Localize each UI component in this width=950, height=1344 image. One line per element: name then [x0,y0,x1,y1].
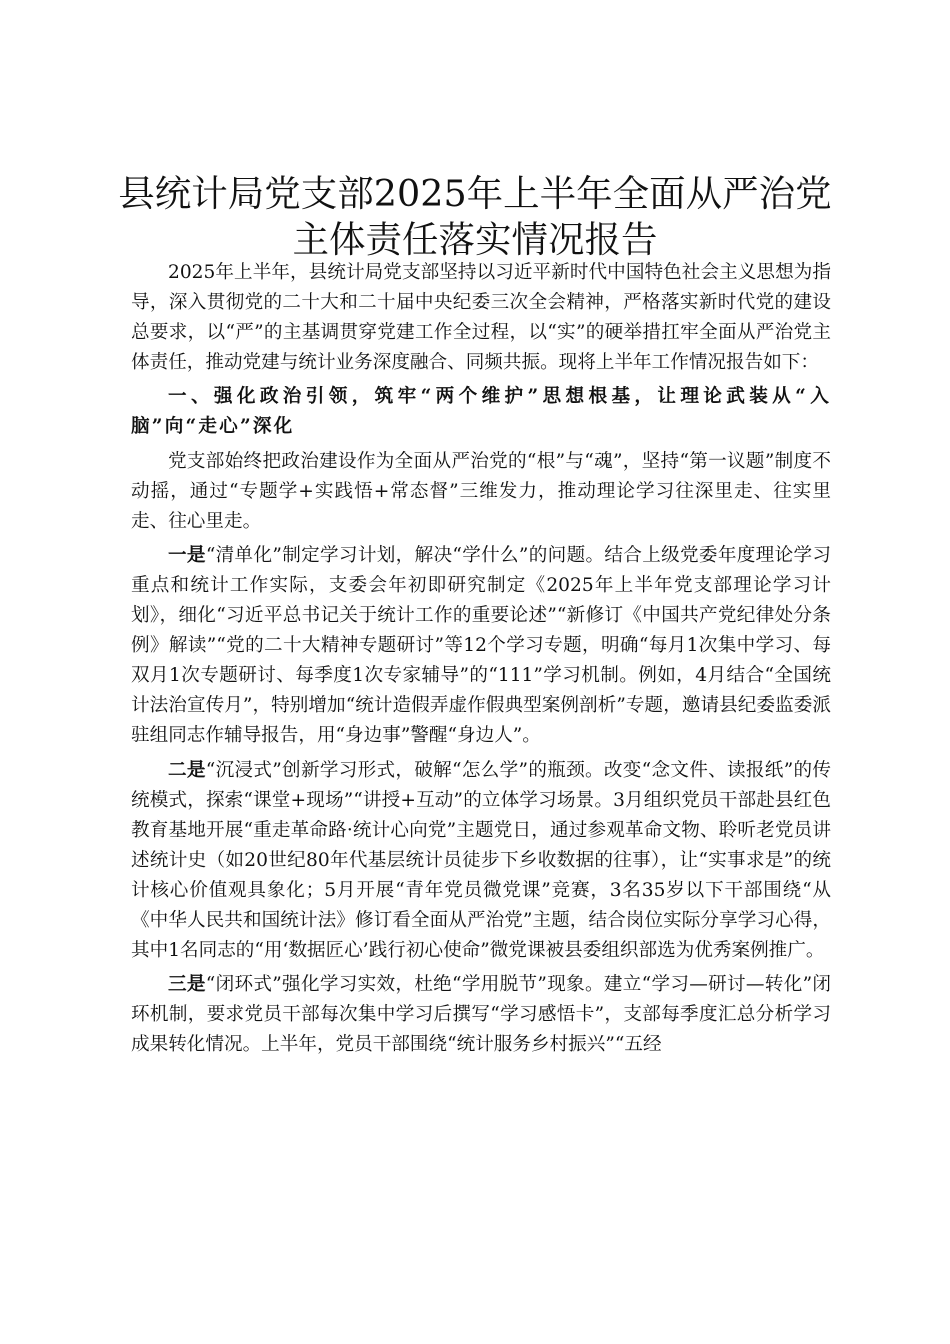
item-paragraph-1 [131,541,831,752]
document-title-line2: 主体责任落实情况报告 [292,218,658,261]
item-paragraph-2 [131,756,831,967]
item-lead: 二是 [168,759,206,781]
item-lead: 一是 [168,544,206,566]
document-body [131,258,831,1060]
item-lead: 三是 [168,974,206,996]
item-text: “沉浸式”创新学习形式，破解“怎么学”的瓶颈。改变“念文件、读报纸”的传统模式，探索“课堂+现场”“讲授+互动”的立体学习场景。3月组织党员干部赴县红色教育基地开展“重走革命路·统计心向党”主题党日，通过参观革命文物、聆听老党员讲述统计史（如20世纪80年代基层统计员徒步下乡收数据的往事），让“实事求是”的统计核心价值观具象化；5月开展“青年党员微党课”竞赛，3名35岁以下干部围绕“从《中华人民共和国统计法》修订看全面从严治党”主题，结合岗位实际分享学习心得，其中1名同志的“用‘数据匠心’践行初心使命”微党课被县委组织部选为优秀案例推广。 [131,759,831,962]
section-intro-paragraph: 党支部始终把政治建设作为全面从严治党的“根”与“魂”，坚持“第一议题”制度不动摇，通过“专题学+实践悟+常态督”三维发力，推动理论学习往深里走、往实里走、往心里走。 [131,450,831,532]
intro-paragraph: 2025年上半年，县统计局党支部坚持以习近平新时代中国特色社会主义思想为指导，深入贯彻党的二十大和二十届中央纪委三次全会精神，严格落实新时代党的建设总要求，以“严”的主基调贯穿党建工作全过程，以“实”的硬举措扛牢全面从严治党主体责任，推动党建与统计业务深度融合、同频共振。现将上半年工作情况报告如下： [131,262,831,374]
item-text: “闭环式”强化学习实效，杜绝“学用脱节”现象。建立“学习—研讨—转化”闭环机制，要求党员干部每次集中学习后撰写“学习感悟卡”，支部每季度汇总分析学习成果转化情况。上半年，党员干部围绕“统计服务乡村振兴”“五经 [131,974,831,1056]
item-text: “清单化”制定学习计划，解决“学什么”的问题。结合上级党委年度理论学习重点和统计工作实际，支委会年初即研究制定《2025年上半年党支部理论学习计划》，细化“习近平总书记关于统计工作的重要论述”“新修订《中国共产党纪律处分条例》解读”“党的二十大精神专题研讨”等12个学习专题，明确“每月1次集中学习、每双月1次专题研讨、每季度1次专家辅导”的“111”学习机制。例如，4月结合“全国统计法治宣传月”，特别增加“统计造假弄虚作假典型案例剖析”专题，邀请县纪委监委派驻组同志作辅导报告，用“身边事”警醒“身边人”。 [131,544,831,747]
document-title-line1: 县统计局党支部2025年上半年全面从严治党 [118,172,832,215]
section-heading: 一、强化政治引领，筑牢“两个维护”思想根基，让理论武装从“入脑”向“走心”深化 [131,386,831,438]
item-paragraph-3 [131,970,831,1060]
